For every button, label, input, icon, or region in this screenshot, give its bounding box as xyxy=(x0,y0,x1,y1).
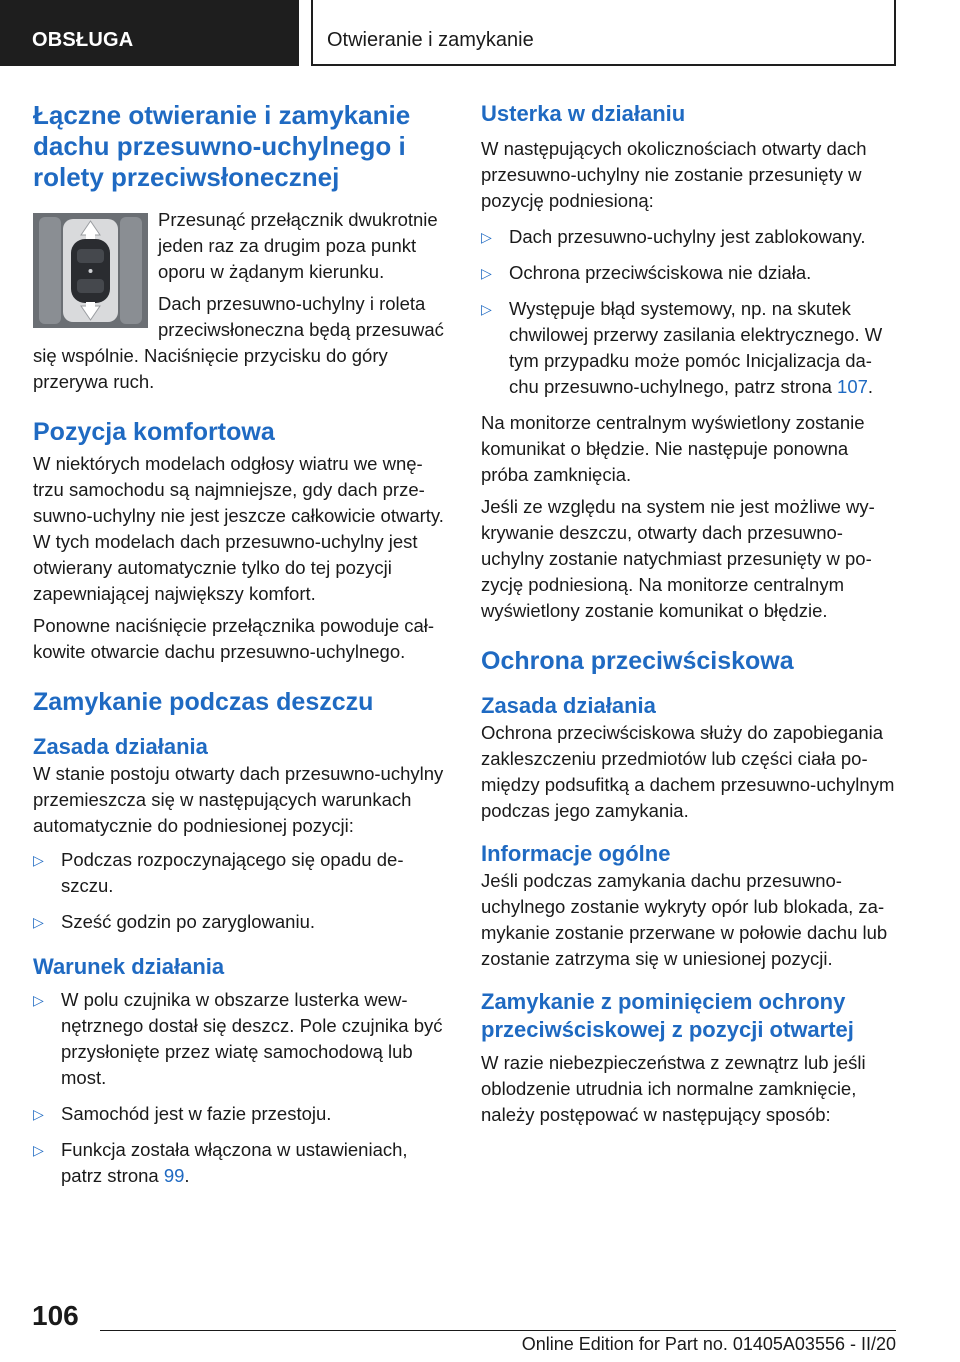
list-item: ▷ Występuje błąd systemowy, np. na skutek chwilowej przerwy zasilania elektrycznego. W tym przypadku może pomóc Inicjalizacja dachu przesuwno-uchylnego, patrz strona 107. xyxy=(481,298,883,397)
triangle-right-icon: ▷ xyxy=(33,1142,44,1158)
left-column xyxy=(33,100,447,1199)
roof-switch-icon xyxy=(33,213,148,328)
page-link[interactable]: 107 xyxy=(837,376,868,397)
fault-paragraph-3: Jeśli ze względu na system nie jest możliwe wykrywanie deszczu, otwarty dach przesuwno-uchylny zostanie natychmiast przesunięty w pozycję podniesioną. Na monitorze centralnym wyświetlony zostanie komunikat o błędzie. xyxy=(481,496,875,621)
heading-rain-closing: Zamykanie podczas deszczu xyxy=(33,688,374,716)
combined-paragraph-2: Dach przesuwno-uchylny i roleta przeciwsłoneczna będą przesuwać się wspólnie. Naciśnięcie przycisku do góry przerywa ruch. xyxy=(33,293,444,392)
fault-list xyxy=(481,224,895,400)
combined-paragraph-1: Przesunąć przełącznik dwukrotnie jeden raz za drugim poza punkt oporu w żądanym kierunku. xyxy=(158,209,438,282)
heading-general-info: Informacje ogólne xyxy=(481,841,671,866)
principle-paragraph: W stanie postoju otwarty dach przesuwno-uchylny przemieszcza się w następujących warunkach automatycznie do podniesionej pozycji: xyxy=(33,763,444,836)
list-item: ▷ W polu czujnika w obszarze lusterka wewnętrznego dostał się deszcz. Pole czujnika być przysłonięte przez wiatę samochodową lub most. xyxy=(33,989,443,1088)
triangle-right-icon: ▷ xyxy=(481,301,492,317)
list-item: ▷ Sześć godzin po zaryglowaniu. xyxy=(33,909,447,935)
fault-paragraph-2: Na monitorze centralnym wyświetlony zostanie komunikat o błędzie. Nie następuje ponowna próba zamknięcia. xyxy=(481,412,865,485)
condition-list xyxy=(33,987,447,1189)
heading-bypass-closing: Zamykanie z pominięciem ochrony przeciwściskowej z pozycji otwartej xyxy=(481,989,854,1042)
bypass-paragraph: W razie niebezpieczeństwa z zewnątrz lub jeśli oblodzenie utrudnia ich normalne zamknięcie, należy postępować w następujący sposób: xyxy=(481,1052,866,1125)
heading-comfort-position: Pozycja komfortowa xyxy=(33,418,275,446)
page-link[interactable]: 99 xyxy=(163,1165,185,1186)
comfort-paragraph-2: Ponowne naciśnięcie przełącznika powoduje całkowite otwarcie dachu przesuwno-uchylnego. xyxy=(33,615,435,662)
triangle-right-icon: ▷ xyxy=(33,914,44,930)
heading-condition: Warunek działania xyxy=(33,954,225,979)
comfort-paragraph-1: W niektórych modelach odgłosy wiatru we wnętrzu samochodu są najmniejsze, gdy dach przesuwno-uchylny nie jest jeszcze całkowicie otwarty. W tych modelach dach przesuwno-uchylny jest otwierany automatycznie tylko do tej pozycji zapewniającej największy komfort. xyxy=(33,453,444,604)
heading-fault: Usterka w działaniu xyxy=(481,101,686,126)
triangle-right-icon: ▷ xyxy=(33,1106,44,1122)
edition-note: Online Edition for Part no. 01405A03556 - II/20 xyxy=(521,1334,896,1354)
anti-pinch-paragraph: Ochrona przeciwściskowa służy do zapobiegania zakleszczeniu przedmiotów lub części ciała pomiędzy podsufitką a dachem przesuwno-uchylnym podczas jego zamykania. xyxy=(481,722,895,821)
general-paragraph: Jeśli podczas zamykania dachu przesuwno-uchylnego zostanie wykryty opór lub blokada, zamykanie zostanie przerwane w połowie dachu lub zostanie zatrzyma się w uniesionej pozycji. xyxy=(481,870,888,969)
chapter-tab: Otwieranie i zamykanie xyxy=(311,0,896,66)
list-item: ▷ Funkcja została włączona w ustawieniach, patrz strona 99. xyxy=(33,1139,408,1186)
triangle-right-icon: ▷ xyxy=(481,229,492,245)
roof-switch-figure xyxy=(33,213,148,328)
section-tab: OBSŁUGA xyxy=(0,0,299,66)
fault-paragraph: W następujących okolicznościach otwarty dach przesuwno-uchylny nie zostanie przesunięty w pozycję podniesioną: xyxy=(481,138,867,211)
page-number: 106 xyxy=(32,1300,79,1331)
list-item: ▷ Ochrona przeciwściskowa nie działa. xyxy=(481,260,895,286)
list-item: ▷ Samochód jest w fazie przestoju. xyxy=(33,1101,447,1127)
page-header xyxy=(0,0,960,66)
heading-principle-left: Zasada działania xyxy=(33,734,208,759)
triangle-right-icon: ▷ xyxy=(33,992,44,1008)
list-item: ▷ Podczas rozpoczynającego się opadu deszczu. xyxy=(33,849,404,896)
principle-list xyxy=(33,847,447,935)
list-item: ▷ Dach przesuwno-uchylny jest zablokowany. xyxy=(481,224,895,250)
heading-principle-right: Zasada działania xyxy=(481,693,656,718)
footer-divider xyxy=(100,1330,896,1331)
heading-combined-open-close: Łączne otwieranie i zamykanie dachu przesuwno-uchylnego i rolety przeciwsłonecznej xyxy=(33,100,411,192)
triangle-right-icon: ▷ xyxy=(33,852,44,868)
triangle-right-icon: ▷ xyxy=(481,265,492,281)
heading-anti-pinch: Ochrona przeciwściskowa xyxy=(481,647,794,675)
right-column xyxy=(481,100,895,1128)
